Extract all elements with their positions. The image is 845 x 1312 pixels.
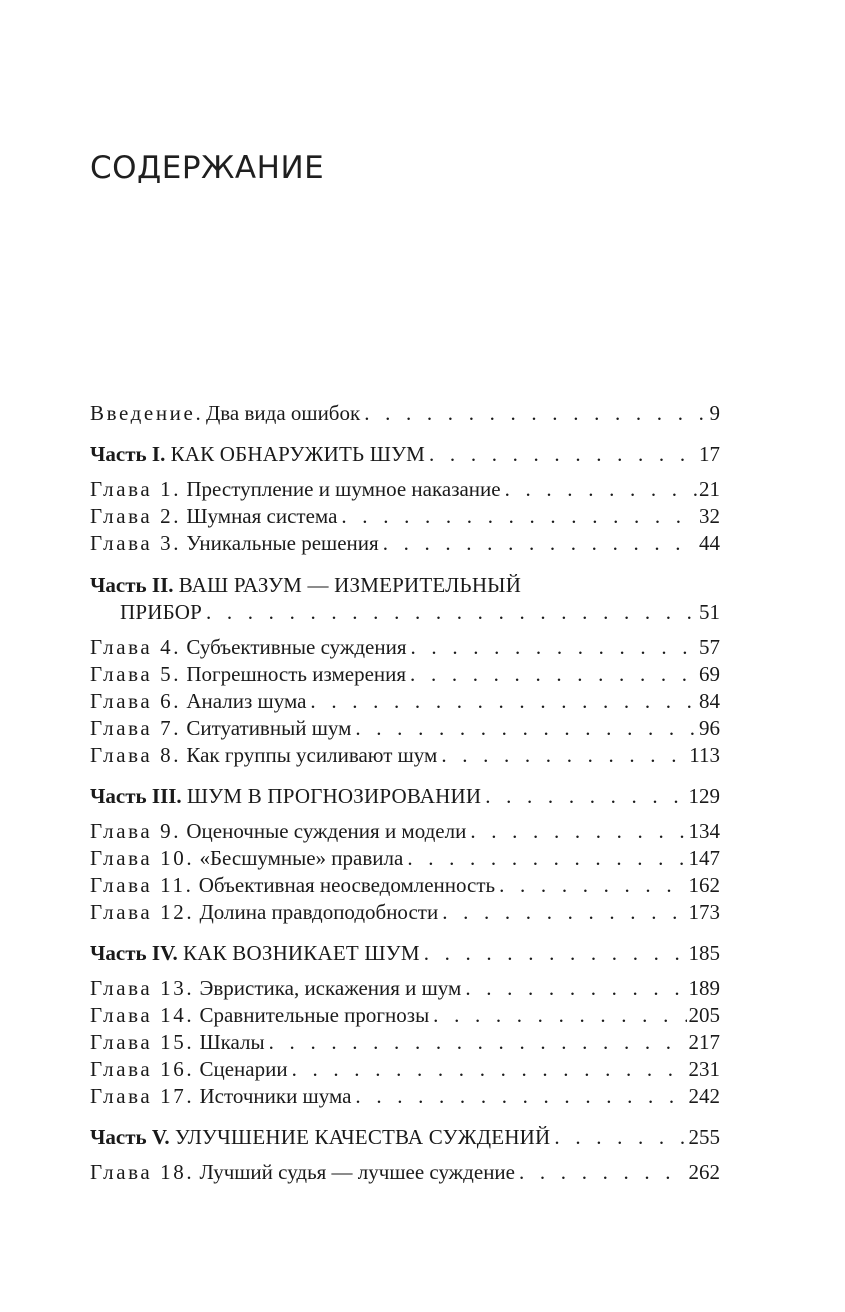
part-title: УЛУЧШЕНИЕ КАЧЕСТВА СУЖДЕНИЙ bbox=[174, 1125, 551, 1149]
part-title: ШУМ В ПРОГНОЗИРОВАНИИ bbox=[186, 784, 482, 808]
toc-chapter-13[interactable] bbox=[90, 975, 720, 1002]
part-label: Часть V. bbox=[90, 1125, 170, 1149]
toc-part-1[interactable] bbox=[90, 441, 720, 468]
dot-leader bbox=[495, 872, 686, 899]
chapter-label: Глава 13. bbox=[90, 976, 195, 1000]
dot-leader bbox=[481, 783, 686, 810]
toc-page-number: 113 bbox=[689, 743, 720, 767]
toc-page-number: 51 bbox=[699, 600, 720, 624]
chapter-label: Глава 12. bbox=[90, 900, 195, 924]
dot-leader bbox=[337, 503, 697, 530]
chapter-title: «Бесшумные» правила bbox=[199, 846, 404, 870]
toc-chapter-1[interactable] bbox=[90, 476, 720, 503]
part-label: Часть II. bbox=[90, 573, 174, 597]
part-title: ВАШ РАЗУМ — ИЗМЕРИТЕЛЬНЫЙ bbox=[178, 573, 522, 597]
chapter-label: Глава 4. bbox=[90, 635, 182, 659]
toc-page-number: 262 bbox=[688, 1160, 720, 1184]
chapter-label: Глава 16. bbox=[90, 1057, 195, 1081]
toc-page-number: 44 bbox=[699, 531, 720, 555]
dot-leader bbox=[515, 1159, 687, 1186]
chapter-title: Как группы усиливают шум bbox=[186, 743, 438, 767]
part-title: КАК ВОЗНИКАЕТ ШУМ bbox=[183, 941, 420, 965]
dot-leader bbox=[351, 1083, 686, 1110]
toc-page-number: 147 bbox=[688, 846, 720, 870]
chapter-title: Объективная неосведомленность bbox=[198, 873, 496, 897]
toc-part-3[interactable] bbox=[90, 783, 720, 810]
dot-leader bbox=[351, 715, 697, 742]
chapter-label: Глава 3. bbox=[90, 531, 182, 555]
toc-chapter-7[interactable] bbox=[90, 715, 720, 742]
chapter-title: Анализ шума bbox=[186, 689, 307, 713]
chapter-label: Глава 2. bbox=[90, 504, 182, 528]
toc-entry-text: Введение. Два вида ошибок bbox=[90, 401, 361, 425]
chapter-title: Преступление и шумное наказание bbox=[186, 477, 501, 501]
toc-chapter-4[interactable] bbox=[90, 634, 720, 661]
dot-leader bbox=[438, 899, 686, 926]
chapter-label: Глава 14. bbox=[90, 1003, 195, 1027]
chapter-title: Шкалы bbox=[199, 1030, 265, 1054]
dot-leader bbox=[550, 1124, 686, 1151]
dot-leader bbox=[403, 845, 686, 872]
chapter-title: Долина правдоподобности bbox=[199, 900, 439, 924]
toc-chapter-11[interactable] bbox=[90, 872, 720, 899]
chapter-title: Шумная система bbox=[186, 504, 338, 528]
toc-page-number: 69 bbox=[699, 662, 720, 686]
toc-page-number: 217 bbox=[688, 1030, 720, 1054]
page-title: СОДЕРЖАНИЕ bbox=[90, 150, 325, 186]
dot-leader bbox=[406, 661, 697, 688]
toc-part-4[interactable] bbox=[90, 940, 720, 967]
dot-leader bbox=[379, 530, 697, 557]
toc-chapter-12[interactable] bbox=[90, 899, 720, 926]
part-label: Часть I. bbox=[90, 442, 166, 466]
toc-page-number: 57 bbox=[699, 635, 720, 659]
chapter-title: Эвристика, искажения и шум bbox=[199, 976, 462, 1000]
toc-chapter-8[interactable] bbox=[90, 742, 720, 769]
dot-leader bbox=[461, 975, 686, 1002]
toc-page-number: 96 bbox=[699, 716, 720, 740]
chapter-title: Сравнительные прогнозы bbox=[199, 1003, 430, 1027]
toc-page-number: 255 bbox=[688, 1125, 720, 1149]
part-title-continued: ПРИБОР bbox=[120, 600, 202, 624]
dot-leader bbox=[420, 940, 687, 967]
toc-page-number: 129 bbox=[688, 784, 720, 808]
toc-page-number: 134 bbox=[688, 819, 720, 843]
toc-chapter-5[interactable] bbox=[90, 661, 720, 688]
toc-chapter-9[interactable] bbox=[90, 818, 720, 845]
chapter-label: Глава 15. bbox=[90, 1030, 195, 1054]
toc-page-number: 32 bbox=[699, 504, 720, 528]
toc-entry-label: Введение bbox=[90, 401, 196, 425]
table-of-contents bbox=[90, 400, 720, 1186]
chapter-label: Глава 11. bbox=[90, 873, 194, 897]
toc-chapter-16[interactable] bbox=[90, 1056, 720, 1083]
dot-leader bbox=[407, 634, 697, 661]
part-label: Часть III. bbox=[90, 784, 182, 808]
chapter-title: Сценарии bbox=[199, 1057, 288, 1081]
toc-page-number: 162 bbox=[688, 873, 720, 897]
toc-page-number: 84 bbox=[699, 689, 720, 713]
dot-leader bbox=[306, 688, 697, 715]
toc-page-number: 205 bbox=[688, 1003, 720, 1027]
toc-page-number: 17 bbox=[699, 442, 720, 466]
chapter-label: Глава 7. bbox=[90, 716, 182, 740]
toc-chapter-14[interactable] bbox=[90, 1002, 720, 1029]
chapter-label: Глава 6. bbox=[90, 689, 182, 713]
toc-chapter-2[interactable] bbox=[90, 503, 720, 530]
part-title: КАК ОБНАРУЖИТЬ ШУМ bbox=[170, 442, 426, 466]
chapter-title: Источники шума bbox=[199, 1084, 352, 1108]
chapter-title: Погрешность измерения bbox=[186, 662, 407, 686]
toc-page-number: 189 bbox=[688, 976, 720, 1000]
toc-chapter-3[interactable] bbox=[90, 530, 720, 557]
dot-leader bbox=[437, 742, 687, 769]
dot-leader bbox=[429, 1002, 686, 1029]
toc-entry-intro[interactable] bbox=[90, 400, 720, 427]
dot-leader bbox=[425, 441, 697, 468]
toc-page-number: 173 bbox=[688, 900, 720, 924]
dot-leader bbox=[202, 599, 697, 626]
toc-entry-title: Два вида ошибок bbox=[205, 401, 361, 425]
toc-page-number: 185 bbox=[688, 941, 720, 965]
chapter-label: Глава 18. bbox=[90, 1160, 195, 1184]
toc-page-number: 242 bbox=[688, 1084, 720, 1108]
dot-leader bbox=[288, 1056, 687, 1083]
toc-chapter-10[interactable] bbox=[90, 845, 720, 872]
toc-chapter-17[interactable] bbox=[90, 1083, 720, 1110]
toc-part-2-line1[interactable] bbox=[90, 571, 720, 599]
toc-part-5[interactable] bbox=[90, 1124, 720, 1151]
chapter-title: Лучший судья — лучшее суждение bbox=[199, 1160, 515, 1184]
part-label: Часть IV. bbox=[90, 941, 178, 965]
chapter-title: Оценочные суждения и модели bbox=[186, 819, 467, 843]
chapter-label: Глава 1. bbox=[90, 477, 182, 501]
chapter-label: Глава 5. bbox=[90, 662, 182, 686]
dot-leader bbox=[466, 818, 686, 845]
toc-part-2-line2[interactable] bbox=[90, 599, 720, 626]
chapter-title: Уникальные решения bbox=[186, 531, 379, 555]
dot-leader bbox=[501, 476, 697, 503]
toc-chapter-6[interactable] bbox=[90, 688, 720, 715]
chapter-title: Ситуативный шум bbox=[186, 716, 352, 740]
chapter-label: Глава 17. bbox=[90, 1084, 195, 1108]
toc-chapter-18[interactable] bbox=[90, 1159, 720, 1186]
chapter-label: Глава 10. bbox=[90, 846, 195, 870]
toc-chapter-15[interactable] bbox=[90, 1029, 720, 1056]
chapter-title: Субъективные суждения bbox=[186, 635, 407, 659]
toc-page-number: 231 bbox=[688, 1057, 720, 1081]
dot-leader bbox=[360, 400, 707, 427]
chapter-label: Глава 9. bbox=[90, 819, 182, 843]
toc-page-number: 21 bbox=[699, 477, 720, 501]
dot-leader bbox=[265, 1029, 687, 1056]
toc-page-number: 9 bbox=[709, 401, 720, 425]
chapter-label: Глава 8. bbox=[90, 743, 182, 767]
